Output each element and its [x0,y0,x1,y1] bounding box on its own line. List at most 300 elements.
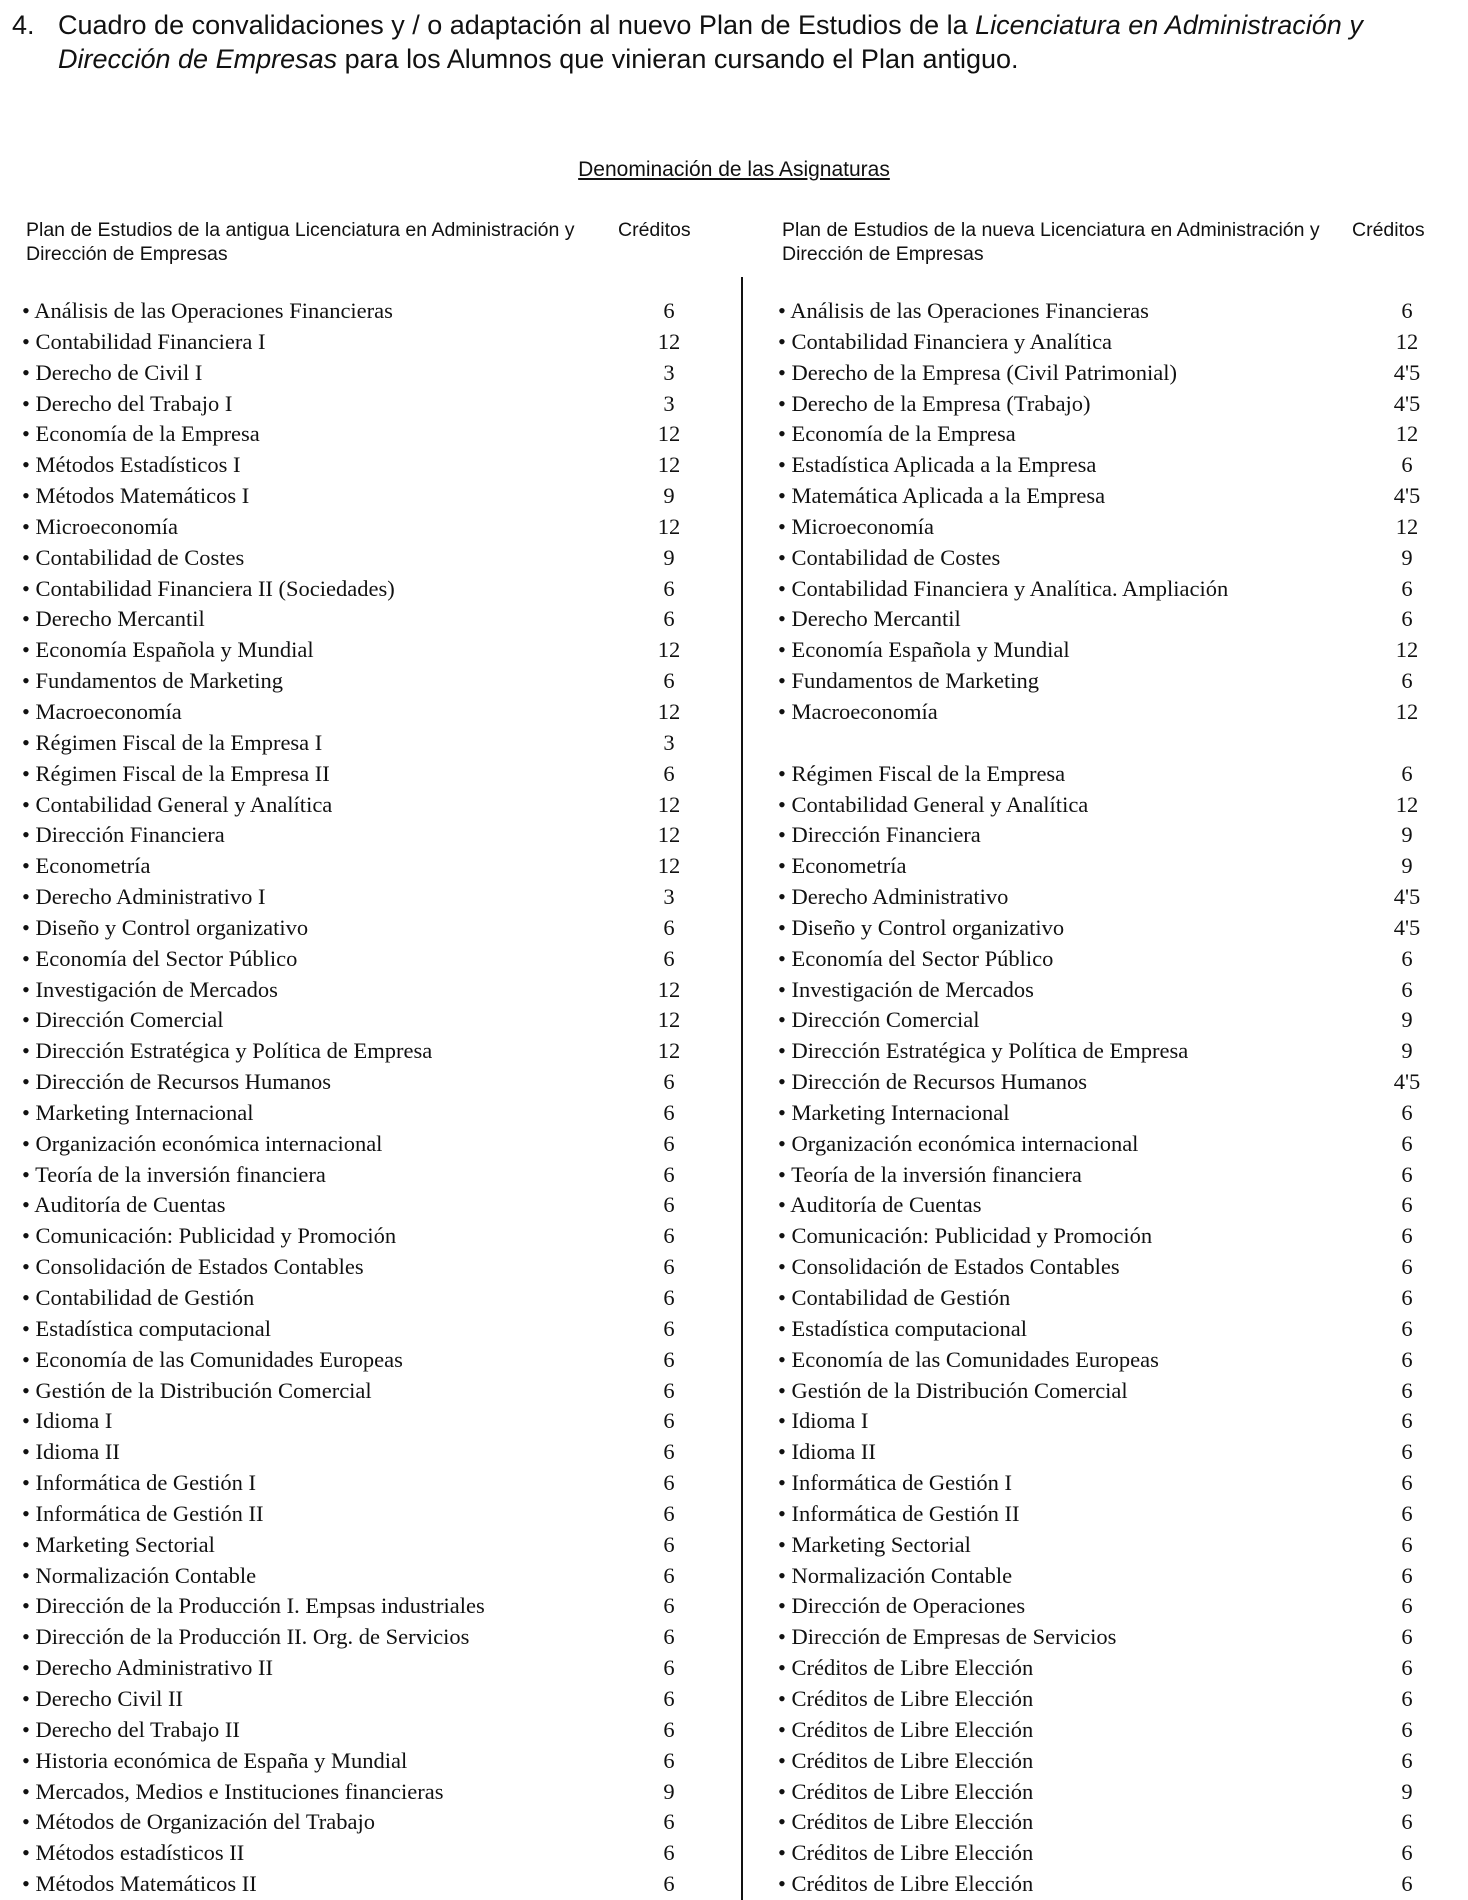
new-subject-row [778,1591,1458,1622]
subject-credits: 6 [663,1470,675,1496]
subject-name: • Comunicación: Publicidad y Promoción [778,1223,1153,1249]
subject-credits: 6 [663,1439,675,1465]
old-plan-header: Plan de Estudios de la antigua Licenciatura en Administración y Dirección de Empresas [26,219,575,265]
subject-name: • Marketing Sectorial [778,1531,971,1557]
old-subject-row [22,1468,722,1499]
subject-credits: 12 [657,328,681,354]
subject-name: • Investigación de Mercados [22,976,278,1002]
old-plan-column [22,296,722,1900]
subject-credits: 4'5 [1393,914,1421,940]
old-subject-row [22,574,722,605]
old-subject-row [22,1190,722,1221]
subject-credits: 6 [1401,1716,1413,1742]
subject-name: • Historia económica de España y Mundial [22,1747,408,1773]
subject-name: • Derecho Administrativo II [22,1655,273,1681]
subject-name: • Matemática Aplicada a la Empresa [778,483,1106,509]
subject-credits: 6 [663,1069,675,1095]
subject-credits: 12 [657,791,681,817]
subject-credits: 6 [1401,1254,1413,1280]
subject-credits: 12 [1395,698,1419,724]
subject-name: • Métodos de Organización del Trabajo [22,1809,376,1835]
new-subject-row [778,1190,1458,1221]
old-subject-row [22,728,722,759]
subject-name: • Derecho Civil II [22,1685,183,1711]
subject-name: • Contabilidad Financiera I [22,328,266,354]
new-subject-row [778,1777,1458,1808]
subject-credits: 6 [663,1809,675,1835]
subject-credits: 9 [1401,1007,1413,1033]
subject-name: • Econometría [22,853,151,879]
subject-name: • Contabilidad Financiera II (Sociedades) [22,575,395,601]
new-subject-row [778,1869,1458,1900]
subject-credits: 12 [657,698,681,724]
subject-credits: 12 [657,452,681,478]
subject-credits: 12 [1395,513,1419,539]
subject-name: • Contabilidad de Costes [22,544,245,570]
subject-name: • Teoría de la inversión financiera [22,1161,326,1187]
new-subject-row [778,1838,1458,1869]
new-subject-row [778,635,1458,666]
subject-credits: 9 [663,1778,675,1804]
subject-credits: 6 [1401,1747,1413,1773]
new-subject-row [778,882,1458,913]
subject-credits: 6 [1401,1099,1413,1125]
subject-credits: 12 [657,976,681,1002]
new-subject-row [778,975,1458,1006]
subject-credits: 6 [663,1500,675,1526]
column-divider [741,277,743,1900]
subject-credits: 6 [663,945,675,971]
new-subject-row [778,759,1458,790]
old-subject-row [22,1067,722,1098]
subject-credits: 6 [663,1223,675,1249]
subject-credits: 6 [663,1562,675,1588]
new-subject-row [778,1376,1458,1407]
subject-name: • Derecho Mercantil [778,606,961,632]
subject-credits: 6 [1401,1685,1413,1711]
new-subject-row [778,1160,1458,1191]
subject-credits: 6 [663,606,675,632]
subject-credits: 6 [1401,1871,1413,1897]
new-subject-row [778,790,1458,821]
new-subject-row [778,1067,1458,1098]
intro-text-start: Cuadro de convalidaciones y / o adaptación al nuevo Plan de Estudios de la [58,10,976,40]
subject-credits: 6 [1401,1346,1413,1372]
new-subject-row [778,1036,1458,1067]
subject-credits: 6 [663,1192,675,1218]
subject-name: • Dirección Financiera [778,822,981,848]
subject-name: • Consolidación de Estados Contables [22,1254,364,1280]
subject-name: • Idioma I [22,1408,113,1434]
old-subject-row [22,1345,722,1376]
subject-credits: 4'5 [1393,390,1421,416]
subject-credits: 4'5 [1393,884,1421,910]
new-subject-row [778,1005,1458,1036]
subject-name: • Economía del Sector Público [22,945,298,971]
old-subject-row [22,913,722,944]
new-subject-row [778,851,1458,882]
new-subject-row [778,1499,1458,1530]
new-subject-row [778,820,1458,851]
subject-credits: 6 [663,1593,675,1619]
subject-name: • Mercados, Medios e Instituciones financieras [22,1778,444,1804]
subject-credits: 12 [657,853,681,879]
subject-credits: 6 [663,1716,675,1742]
subject-name: • Macroeconomía [22,698,182,724]
subject-name: • Créditos de Libre Elección [778,1778,1034,1804]
subject-credits: 6 [1401,1562,1413,1588]
subject-name: • Créditos de Libre Elección [778,1840,1034,1866]
subject-name: • Informática de Gestión II [22,1500,264,1526]
subject-credits: 4'5 [1393,1069,1421,1095]
old-subject-row [22,1530,722,1561]
old-subject-row [22,759,722,790]
old-subject-row [22,1869,722,1900]
subject-credits: 6 [1401,575,1413,601]
new-subject-row [778,1561,1458,1592]
old-subject-row [22,790,722,821]
subject-credits: 6 [1401,1500,1413,1526]
new-subject-row [778,327,1458,358]
subject-name: • Créditos de Libre Elección [778,1685,1034,1711]
new-subject-row [778,1807,1458,1838]
subject-credits: 6 [1401,1161,1413,1187]
subject-name: • Idioma I [778,1408,869,1434]
old-subject-row [22,296,722,327]
section-title: Denominación de las Asignaturas [578,158,890,181]
subject-credits: 6 [1401,976,1413,1002]
old-subject-row [22,1838,722,1869]
subject-name: • Comunicación: Publicidad y Promoción [22,1223,397,1249]
subject-name: • Teoría de la inversión financiera [778,1161,1082,1187]
subject-name: • Derecho Mercantil [22,606,205,632]
subject-name: • Marketing Internacional [778,1099,1010,1125]
subject-name: • Derecho Administrativo I [22,884,266,910]
subject-name: • Organización económica internacional [778,1130,1139,1156]
old-subject-row [22,1746,722,1777]
new-subject-row [778,296,1458,327]
old-subject-row [22,1591,722,1622]
old-subject-row [22,1653,722,1684]
new-subject-row [778,1252,1458,1283]
subject-name: • Dirección Estratégica y Política de Empresa [22,1038,433,1064]
old-credits-header: Créditos [618,219,691,241]
old-subject-row [22,543,722,574]
subject-credits: 6 [1401,298,1413,323]
degree-name: Licenciatura en Administración y Dirección de Empresas [58,10,1363,74]
subject-name: • Créditos de Libre Elección [778,1716,1034,1742]
intro-text [58,8,1458,76]
new-subject-row [778,1283,1458,1314]
subject-name: • Auditoría de Cuentas [22,1192,226,1218]
old-subject-row [22,666,722,697]
new-subject-row [778,1098,1458,1129]
subject-name: • Idioma II [778,1439,876,1465]
new-subject-row [778,1622,1458,1653]
subject-credits: 6 [1401,1840,1413,1866]
subject-credits: 6 [1401,1624,1413,1650]
subject-credits: 6 [1401,1315,1413,1341]
subject-name: • Informática de Gestión I [778,1470,1013,1496]
new-subject-row [778,697,1458,728]
subject-name: • Derecho de la Empresa (Trabajo) [778,390,1091,416]
new-subject-row [778,1129,1458,1160]
new-subject-row [778,543,1458,574]
subject-name: • Dirección Comercial [22,1007,224,1033]
subject-name: • Diseño y Control organizativo [778,914,1065,940]
old-subject-row [22,358,722,389]
subject-credits: 6 [1401,945,1413,971]
old-subject-row [22,389,722,420]
old-subject-row [22,944,722,975]
subject-credits: 6 [663,914,675,940]
old-subject-row [22,327,722,358]
subject-credits: 6 [1401,1285,1413,1310]
subject-credits: 6 [663,575,675,601]
old-subject-row [22,697,722,728]
subject-name: • Créditos de Libre Elección [778,1809,1034,1835]
subject-name: • Contabilidad General y Analítica [778,791,1089,817]
new-subject-row [778,358,1458,389]
old-subject-row [22,604,722,635]
subject-credits: 6 [1401,1408,1413,1434]
subject-credits: 12 [657,637,681,663]
subject-name: • Investigación de Mercados [778,976,1034,1002]
new-subject-row [778,481,1458,512]
subject-credits: 12 [657,1007,681,1033]
new-credits-header: Créditos [1352,219,1425,241]
subject-credits: 6 [1401,1192,1413,1218]
subject-credits: 9 [1401,853,1413,879]
subject-name: • Contabilidad General y Analítica [22,791,333,817]
subject-name: • Análisis de las Operaciones Financieras [22,298,393,323]
subject-credits: 6 [663,1254,675,1280]
subject-name: • Economía de la Empresa [22,421,260,447]
subject-credits: 3 [663,390,675,416]
subject-credits: 6 [663,1655,675,1681]
subject-credits: 3 [663,729,675,755]
subject-credits: 6 [663,1099,675,1125]
old-subject-row [22,1622,722,1653]
old-subject-row [22,635,722,666]
subject-credits: 6 [1401,452,1413,478]
subject-name: • Créditos de Libre Elección [778,1747,1034,1773]
subject-credits: 12 [1395,328,1419,354]
old-subject-row [22,1715,722,1746]
subject-name: • Gestión de la Distribución Comercial [22,1377,372,1403]
new-subject-row [778,1468,1458,1499]
subject-name: • Organización económica internacional [22,1130,383,1156]
subject-credits: 6 [1401,1531,1413,1557]
old-subject-row [22,1005,722,1036]
subject-name: • Microeconomía [778,513,934,539]
subject-name: • Diseño y Control organizativo [22,914,309,940]
old-subject-row [22,481,722,512]
subject-credits: 6 [1401,1130,1413,1156]
old-subject-row [22,1129,722,1160]
old-subject-row [22,1098,722,1129]
subject-credits: 6 [1401,1593,1413,1619]
old-subject-row [22,1499,722,1530]
new-subject-row [778,1406,1458,1437]
new-subject-row [778,1345,1458,1376]
subject-credits: 12 [657,822,681,848]
old-subject-row [22,1777,722,1808]
new-subject-row [778,944,1458,975]
old-subject-row [22,820,722,851]
subject-credits: 6 [663,1377,675,1403]
subject-credits: 6 [663,1871,675,1897]
subject-name: • Economía Española y Mundial [778,637,1070,663]
subject-credits: 6 [663,1747,675,1773]
subject-credits: 12 [657,421,681,447]
subject-name: • Microeconomía [22,513,178,539]
subject-credits: 6 [1401,1223,1413,1249]
new-plan-column [778,296,1458,1900]
subject-credits: 12 [657,1038,681,1064]
subject-name: • Derecho Administrativo [778,884,1009,910]
subject-name: • Dirección Estratégica y Política de Empresa [778,1038,1189,1064]
new-subject-row [778,450,1458,481]
subject-name: • Derecho de Civil I [22,359,203,385]
new-subject-row [778,1684,1458,1715]
new-subject-row [778,512,1458,543]
new-subject-row [778,1221,1458,1252]
old-subject-row [22,512,722,543]
subject-credits: 6 [1401,606,1413,632]
new-subject-row [778,728,1458,759]
new-subject-row [778,574,1458,605]
subject-name: • Contabilidad de Costes [778,544,1001,570]
subject-credits: 6 [1401,1377,1413,1403]
subject-name: • Créditos de Libre Elección [778,1871,1034,1897]
subject-credits: 12 [1395,421,1419,447]
new-subject-row [778,1530,1458,1561]
subject-name: • Dirección Comercial [778,1007,980,1033]
new-subject-row [778,1314,1458,1345]
new-plan-header: Plan de Estudios de la nueva Licenciatura en Administración y Dirección de Empresas [782,219,1320,265]
old-subject-row [22,1561,722,1592]
subject-name: • Economía de las Comunidades Europeas [778,1346,1159,1372]
subject-credits: 9 [1401,544,1413,570]
old-subject-row [22,419,722,450]
subject-name: • Dirección de Recursos Humanos [778,1069,1088,1095]
subject-name: • Créditos de Libre Elección [778,1655,1034,1681]
subject-credits: 3 [663,359,675,385]
subject-credits: 6 [663,1685,675,1711]
subject-name: • Dirección Financiera [22,822,225,848]
subject-credits: 9 [1401,822,1413,848]
subject-credits: 6 [663,668,675,694]
subject-credits: 9 [663,544,675,570]
item-number: 4. [12,10,35,40]
subject-credits: 6 [663,1624,675,1650]
new-subject-row [778,389,1458,420]
subject-name: • Régimen Fiscal de la Empresa I [22,729,323,755]
subject-name: • Dirección de Operaciones [778,1593,1026,1619]
subject-credits: 9 [663,483,675,509]
subject-credits: 12 [1395,791,1419,817]
subject-credits: 4'5 [1393,483,1421,509]
new-subject-row [778,1746,1458,1777]
subject-credits: 6 [1401,1470,1413,1496]
subject-name: • Dirección de la Producción I. Empsas industriales [22,1593,485,1619]
subject-name: • Derecho del Trabajo I [22,390,233,416]
new-subject-row [778,666,1458,697]
subject-name: • Marketing Internacional [22,1099,254,1125]
subject-name: • Marketing Sectorial [22,1531,215,1557]
old-subject-row [22,1437,722,1468]
subject-name: • Economía Española y Mundial [22,637,314,663]
subject-name: • Gestión de la Distribución Comercial [778,1377,1128,1403]
subject-credits: 6 [1401,1809,1413,1835]
subject-credits: 6 [663,1408,675,1434]
subject-name: • Economía de las Comunidades Europeas [22,1346,403,1372]
new-subject-row [778,913,1458,944]
subject-credits: 6 [1401,668,1413,694]
subject-name: • Derecho del Trabajo II [22,1716,240,1742]
subject-name: • Régimen Fiscal de la Empresa [778,760,1066,786]
old-subject-row [22,1221,722,1252]
subject-credits: 12 [657,513,681,539]
old-subject-row [22,1684,722,1715]
subject-credits: 6 [663,1315,675,1341]
subject-name: • Fundamentos de Marketing [778,668,1039,694]
old-subject-row [22,1807,722,1838]
subject-name: • Análisis de las Operaciones Financieras [778,298,1149,323]
new-subject-row [778,1715,1458,1746]
subject-name: • Economía del Sector Público [778,945,1054,971]
subject-credits: 6 [1401,1655,1413,1681]
subject-name: • Normalización Contable [778,1562,1013,1588]
subject-name: • Estadística Aplicada a la Empresa [778,452,1097,478]
subject-name: • Régimen Fiscal de la Empresa II [22,760,330,786]
subject-name: • Informática de Gestión II [778,1500,1020,1526]
subject-credits: 6 [1401,760,1413,786]
subject-name: • Dirección de la Producción II. Org. de Servicios [22,1624,470,1650]
subject-credits: 9 [1401,1778,1413,1804]
subject-name: • Informática de Gestión I [22,1470,257,1496]
old-subject-row [22,851,722,882]
old-subject-row [22,1314,722,1345]
subject-name: • Contabilidad Financiera y Analítica. Ampliación [778,575,1229,601]
subject-name: • Derecho de la Empresa (Civil Patrimonial) [778,359,1178,385]
new-subject-row [778,1653,1458,1684]
subject-credits: 6 [1401,1439,1413,1465]
subject-name: • Contabilidad de Gestión [22,1285,255,1310]
old-subject-row [22,450,722,481]
old-subject-row [22,1252,722,1283]
subject-credits: 4'5 [1393,359,1421,385]
subject-name: • Dirección de Recursos Humanos [22,1069,332,1095]
subject-credits: 3 [663,884,675,910]
intro-text-end: para los Alumnos que vinieran cursando el Plan antiguo. [337,44,1019,74]
subject-credits: 6 [663,1130,675,1156]
subject-name: • Métodos Matemáticos I [22,483,250,509]
subject-name: • Métodos Matemáticos II [22,1871,257,1897]
subject-credits: 6 [663,1161,675,1187]
old-subject-row [22,1160,722,1191]
old-subject-row [22,1376,722,1407]
subject-name: • Contabilidad de Gestión [778,1285,1011,1310]
subject-credits: 12 [1395,637,1419,663]
subject-name: • Estadística computacional [778,1315,1028,1341]
new-subject-row [778,604,1458,635]
subject-credits: 6 [663,760,675,786]
new-subject-row [778,419,1458,450]
subject-credits: 6 [663,298,675,323]
subject-name: • Métodos estadísticos II [22,1840,245,1866]
